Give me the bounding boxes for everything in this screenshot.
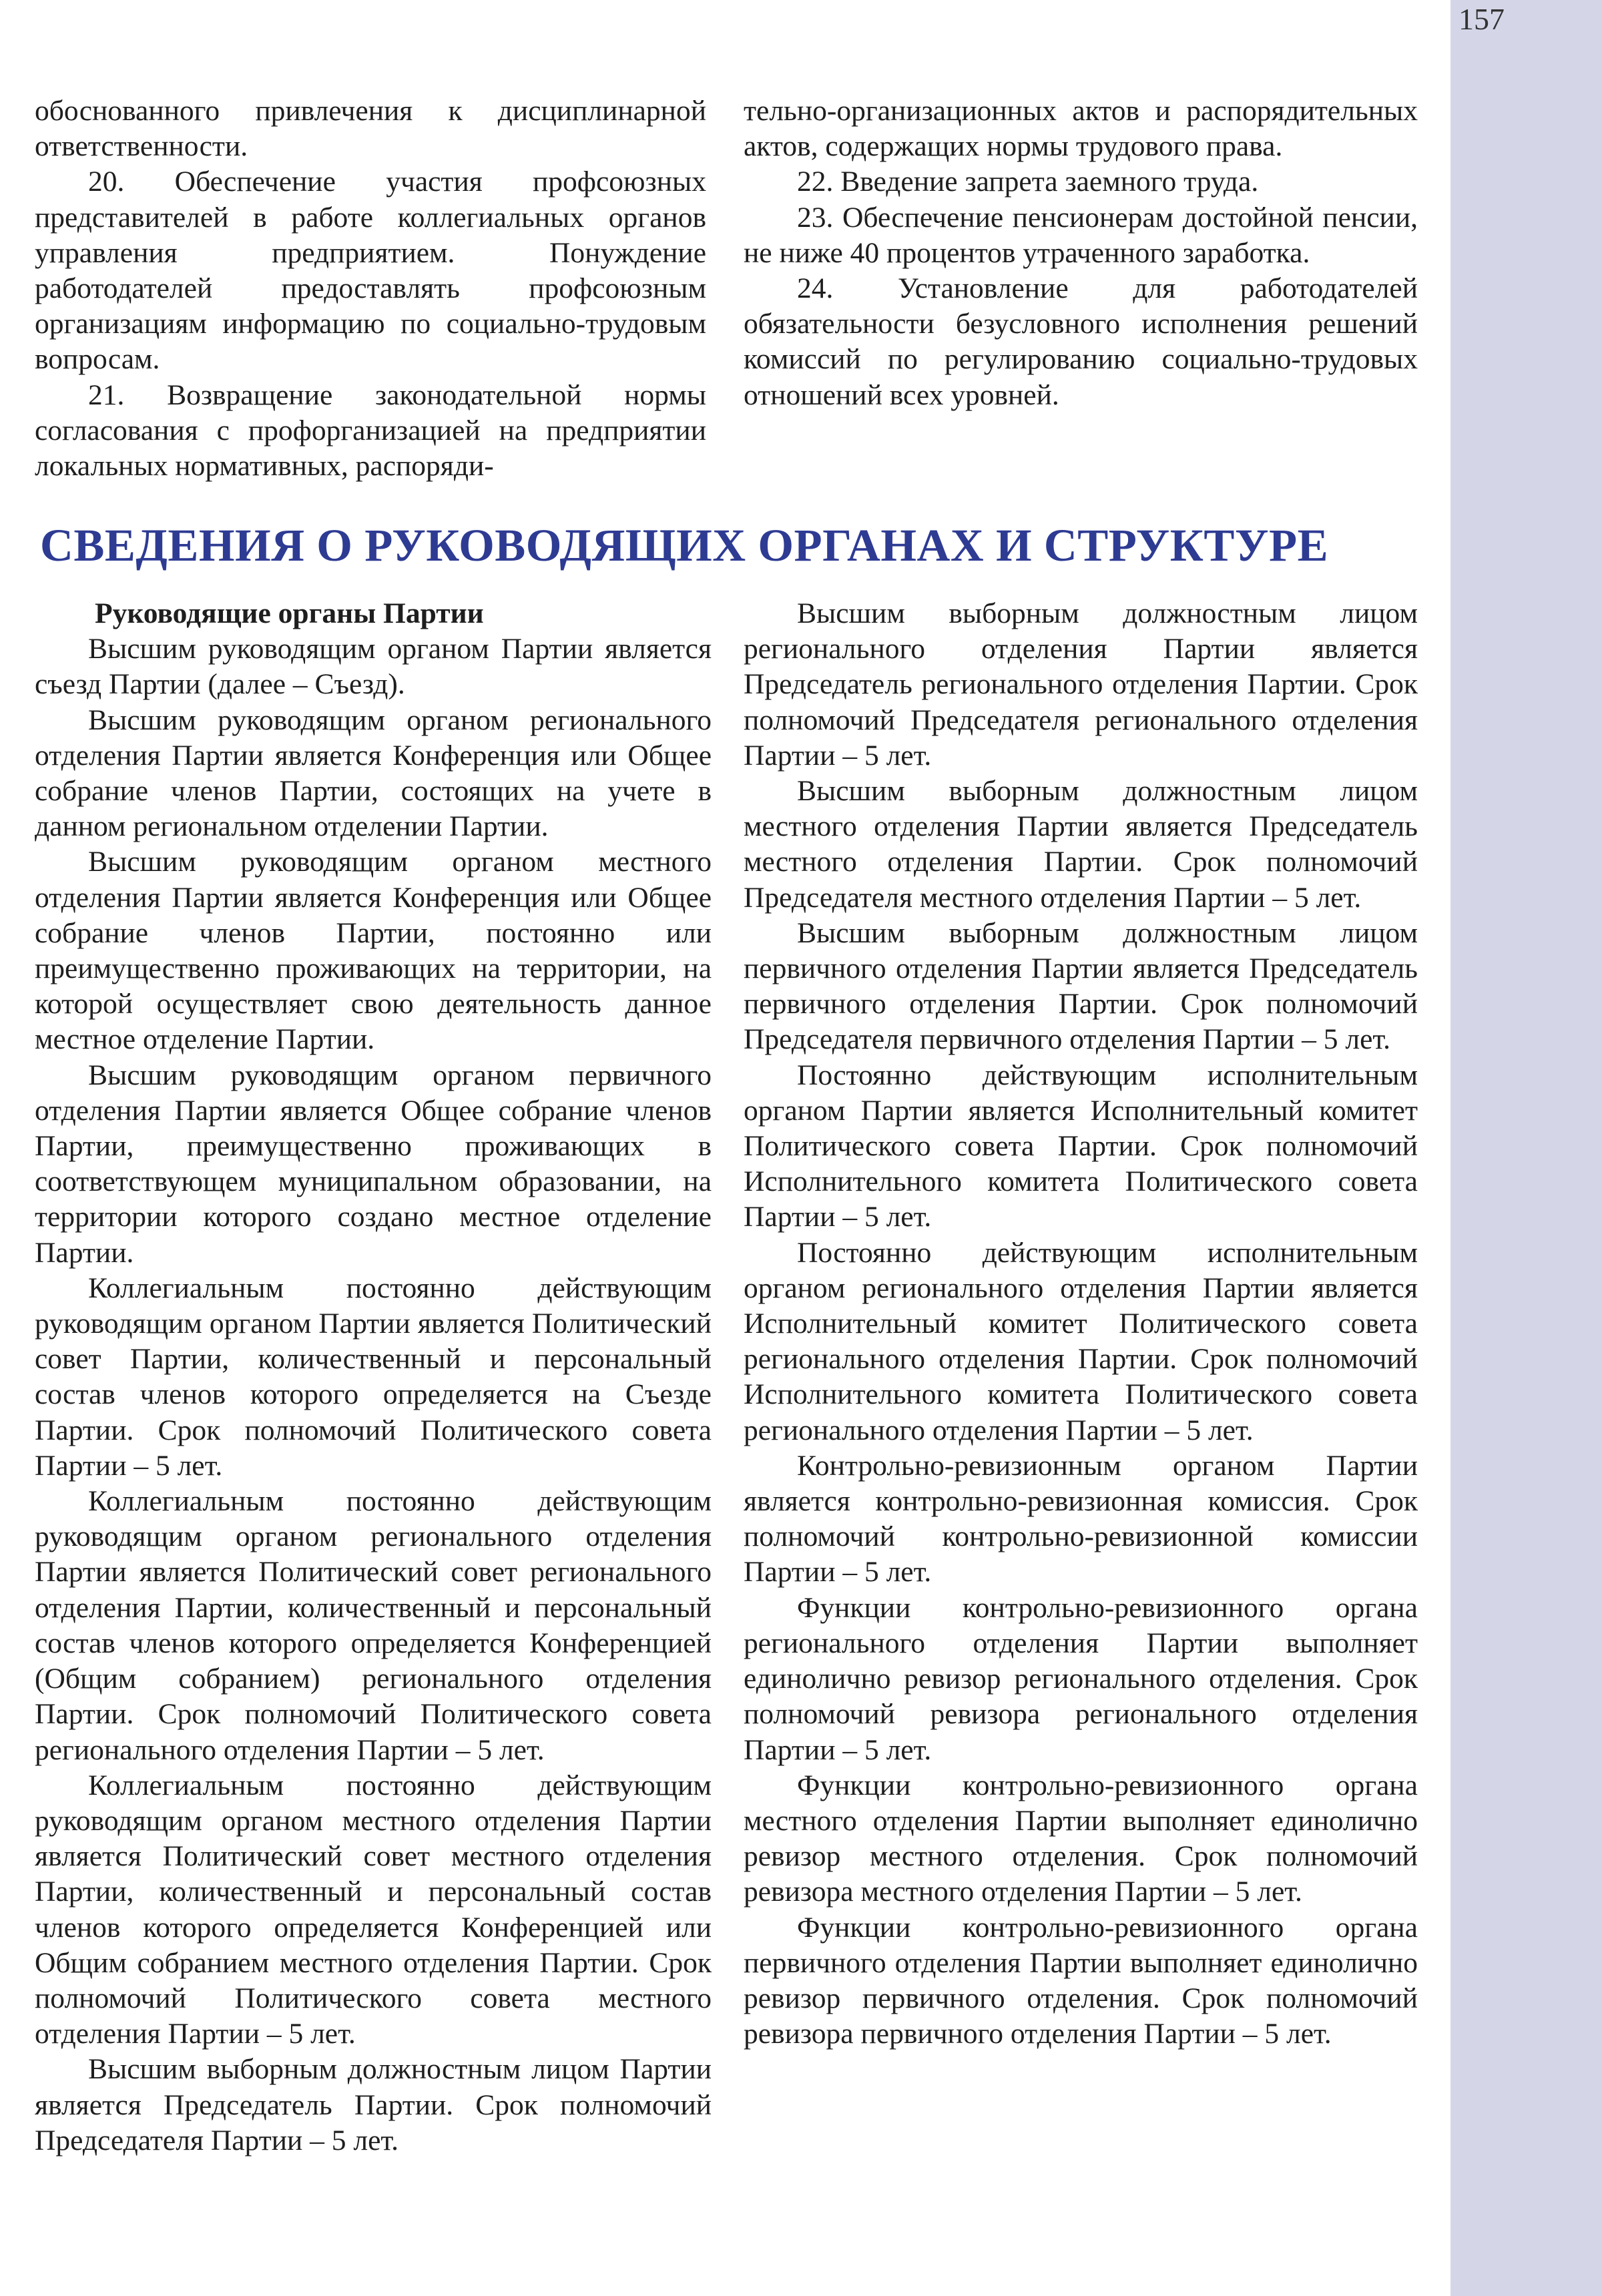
page-number: 157 — [1458, 2, 1505, 36]
paragraph: Высшим выборным должностным лицом регионального отделения Партии является Председатель регионального отделения Партии. Срок полномочий Председателя регионального отделения Партии – 5 лет. — [744, 597, 1418, 772]
paragraph: Высшим выборным должностным лицом Партии является Председатель Партии. Срок полномочий Председателя Партии – 5 лет. — [35, 2053, 712, 2157]
side-margin-strip — [1450, 0, 1602, 2296]
paragraph: Высшим выборным должностным лицом местного отделения Партии является Председатель местного отделения Партии. Срок полномочий Председателя местного отделения Партии – 5 лет. — [744, 775, 1418, 914]
top-right-column — [744, 93, 1418, 413]
paragraph: Постоянно действующим исполнительным органом регионального отделения Партии является Исполнительный комитет Политического совета регионального отделения Партии. Срок полномочий Исполнительного комитета Политического совета регионального отделения Партии – 5 лет. — [744, 1236, 1418, 1446]
paragraph: 23. Обеспечение пенсионерам достойной пенсии, не ниже 40 процентов утраченного заработка. — [744, 201, 1418, 269]
paragraph: Высшим руководящим органом регионального отделения Партии является Конференция или Общее собрание членов Партии, состоящих на учете в данном региональном отделении Партии. — [35, 703, 712, 843]
paragraph: 24. Установление для работодателей обязательности безусловного исполнения решений комиссий по регулированию социально-трудовых отношений всех уровней. — [744, 272, 1418, 411]
paragraph: Контрольно-ревизионным органом Партии является контрольно-ревизионная комиссия. Срок полномочий контрольно-ревизионной комиссии Партии – 5 лет. — [744, 1449, 1418, 1589]
bottom-right-column — [744, 596, 1418, 2052]
paragraph: Высшим руководящим органом Партии является съезд Партии (далее – Съезд). — [35, 633, 712, 701]
paragraph: Функции контрольно-ревизионного органа первичного отделения Партии выполняет единолично ревизор первичного отделения. Срок полномочий ревизора первичного отделения Партии – 5 лет. — [744, 1911, 1418, 2050]
paragraph: Функции контрольно-ревизионного органа местного отделения Партии выполняет единолично ревизор местного отделения. Срок полномочий ревизора местного отделения Партии – 5 лет. — [744, 1769, 1418, 1908]
paragraph: 20. Обеспечение участия профсоюзных представителей в работе коллегиальных органов управления предприятием. Понуждение работодателей предоставлять профсоюзным организациям информацию по социально-трудовым вопросам. — [35, 166, 706, 376]
paragraph: Коллегиальным постоянно действующим руководящим органом Партии является Политический совет Партии, количественный и персональный состав членов которого определяется на Съезде Партии. Срок полномочий Политического совета Партии – 5 лет. — [35, 1271, 712, 1482]
top-left-column — [35, 93, 706, 484]
paragraph: Функции контрольно-ревизионного органа регионального отделения Партии выполняет единолично ревизор регионального отделения. Срок полномочий ревизора регионального отделения Партии – 5 лет. — [744, 1591, 1418, 1766]
paragraph: Высшим выборным должностным лицом первичного отделения Партии является Председатель первичного отделения Партии. Срок полномочий Председателя первичного отделения Партии – 5 лет. — [744, 916, 1418, 1056]
paragraph: тельно-организационных актов и распорядительных актов, содержащих нормы трудового права. — [744, 95, 1418, 163]
paragraph: 22. Введение запрета заемного труда. — [797, 166, 1259, 198]
paragraph: 21. Возвращение законодательной нормы согласования с профорганизацией на предприятии локальных нормативных, распоряди- — [35, 378, 706, 483]
paragraph: Коллегиальным постоянно действующим руководящим органом местного отделения Партии является Политический совет местного отделения Партии, количественный и персональный состав членов которого определяется Конференцией или Общим собранием местного отделения Партии. Срок полномочий Политического совета местного отделения Партии – 5 лет. — [35, 1769, 712, 2050]
paragraph: Коллегиальным постоянно действующим руководящим органом регионального отделения Партии является Политический совет регионального отделения Партии, количественный и персональный состав членов которого определяется Конференцией (Общим собранием) регионального отделения Партии. Срок полномочий Политического совета регионального отделения Партии – 5 лет. — [35, 1485, 712, 1766]
paragraph: Высшим руководящим органом первичного отделения Партии является Общее собрание членов Партии, преимущественно проживающих в соответствующем муниципальном образовании, на территории которого создано местное отделение Партии. — [35, 1059, 712, 1269]
section-title: СВЕДЕНИЯ О РУКОВОДЯЩИХ ОРГАНАХ И СТРУКТУРЕ — [40, 520, 1329, 571]
paragraph: Высшим руководящим органом местного отделения Партии является Конференция или Общее собрание членов Партии, постоянно или преимущественно проживающих на территории, на которой осуществляет свою деятельность данное местное отделение Партии. — [35, 846, 712, 1056]
bottom-left-column — [35, 596, 712, 2159]
subheading: Руководящие органы Партии — [95, 597, 484, 629]
paragraph: обоснованного привлечения к дисциплинарной ответственности. — [35, 95, 706, 163]
paragraph: Постоянно действующим исполнительным органом Партии является Исполнительный комитет Политического совета Партии. Срок полномочий Исполнительного комитета Политического совета Партии – 5 лет. — [744, 1059, 1418, 1233]
